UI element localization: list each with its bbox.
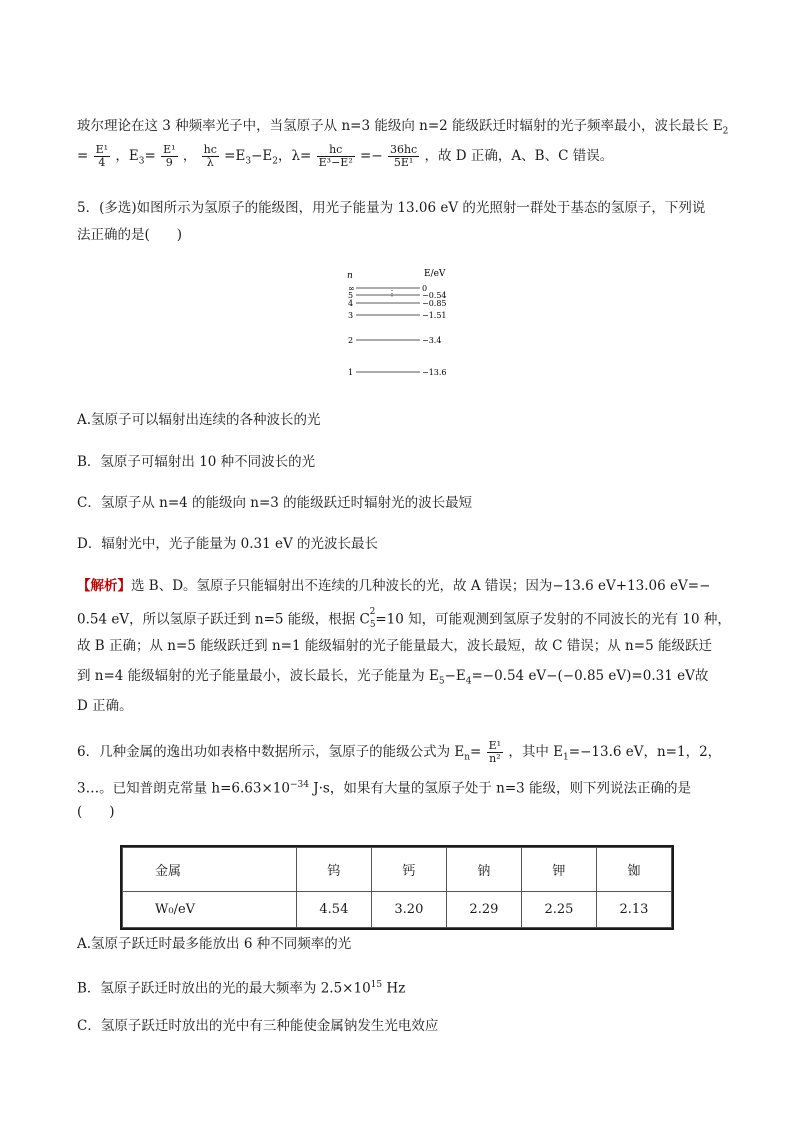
level-energy-label: −1.51 (422, 311, 447, 320)
level-n-label: 4 (348, 299, 354, 308)
question-6-blank: ( ) (77, 804, 115, 820)
q6-option-b: B．氢原子跃迁时放出的光的最大频率为 $2.5\times 10^{15}$ Hz (77, 980, 406, 997)
analysis-line: 0.54 eV，所以氢原子跃迁到 n=5 能级，根据 $C_5^2=10$ 知，可能观测到氢原子发射的不同波长的光有 10 种， (77, 607, 731, 631)
text-line: 玻尔理论在这 3 种频率光子中，当氢原子从 n=3 能级向 n=2 能级跃迁时辐射的光子频率最小，波长最长 $E_2$ (77, 118, 729, 137)
level-n-label: 3 (348, 311, 354, 320)
question-5-text-cont: 法正确的是( ) (77, 227, 183, 243)
option-b: B．氢原子可辐射出 10 种不同波长的光 (77, 454, 316, 470)
table-cell: 钙 (371, 848, 446, 892)
fraction: $\frac{36hc}{\text{5E¹}}$ (389, 143, 418, 169)
table-cell: 钨 (296, 848, 371, 892)
analysis-line: D 正确。 (77, 698, 133, 714)
table-row (123, 892, 672, 928)
level-energy-label: −0.85 (422, 299, 447, 308)
question-6-text: 6．几种金属的逸出功如表格中数据所示，氢原子的能级公式为 $E_n=$ $\frac{\text{E¹}}{\text{n²}}$ ，其中 $E_1=-13.6$ eV，n=1，2， (77, 739, 722, 765)
option-c: C．氢原子从 n=4 的能级向 n=3 的能级跃迁时辐射光的波长最短 (77, 495, 473, 511)
energy-level-diagram (330, 262, 470, 387)
fraction: $\frac{\text{E¹}}{\text{n²}}$ (488, 739, 502, 765)
q6-option-c: C．氢原子跃迁时放出的光中有三种能使金属钠发生光电效应 (77, 1018, 439, 1034)
table-header-row (123, 848, 672, 892)
option-d: D．辐射光中，光子能量为 0.31 eV 的光波长最长 (77, 536, 378, 552)
analysis-line: 故 B 正确；从 n=5 能级跃迁到 n=1 能级辐射的光子能量最大，波长最短，故 C 错误；从 n=5 能级跃迁 (77, 638, 712, 654)
continuum-dots: ⋮ (388, 289, 396, 298)
q6-option-a: A.氢原子跃迁时最多能放出 6 种不同频率的光 (77, 936, 352, 952)
question-6-text-cont: 3…。已知普朗克常量 $h=6.63\times 10^{-34}$ J·s，如果有大量的氢原子处于 n=3 能级，则下列说法正确的是 (77, 780, 692, 797)
formula-line: = $\frac{\text{E¹}}{4}$ ，$E_3=$ $\frac{\text{E¹}}{9}$ ， $\frac{hc}{\lambda}$ $=E_3-E_2$，λ= $\frac{hc}{\text{E³−E²}}$ =− $\frac{36hc}{\text{5E¹}}$ ，故 D 正确，A、B、C 错误。 (77, 143, 614, 169)
table-cell: W₀/eV (123, 892, 297, 928)
energy-level-svg (330, 262, 470, 387)
level-energy-label: 0 (422, 284, 428, 293)
level-n-label: 2 (348, 336, 354, 345)
fraction: $\frac{hc}{\text{E³−E²}}$ (318, 143, 353, 169)
table-cell: 钾 (521, 848, 596, 892)
fraction: $\frac{\text{E¹}}{4}$ (95, 143, 109, 169)
level-energy-label: −0.54 (422, 291, 447, 300)
table-cell: 2.25 (521, 892, 596, 928)
energy-axis-label: E/eV (424, 269, 446, 279)
fraction: $\frac{hc}{\lambda}$ (203, 143, 217, 169)
level-energy-label: −13.6 (422, 368, 447, 377)
analysis-tag: 【解析】 (77, 578, 131, 594)
analysis-line: 到 n=4 能级辐射的光子能量最小，波长最长，光子能量为 $E_5-E_4=-0.54$ eV−(−0.85 eV)=0.31 eV故 (77, 668, 709, 687)
question-5-text: 5．(多选)如图所示为氢原子的能级图，用光子能量为 13.06 eV 的光照射一群处于基态的氢原子，下列说 (77, 200, 706, 216)
option-a: A.氢原子可以辐射出连续的各种波长的光 (77, 412, 321, 428)
table-cell: 钠 (446, 848, 521, 892)
table-cell: 2.29 (446, 892, 521, 928)
table-cell: 2.13 (596, 892, 671, 928)
table-cell: 金属 (123, 848, 297, 892)
fraction: $\frac{\text{E¹}}{9}$ (163, 143, 176, 169)
table-cell: 铷 (596, 848, 671, 892)
n-axis-label: n (347, 271, 353, 281)
level-energy-label: −3.4 (422, 336, 442, 345)
level-n-label: 5 (348, 291, 354, 300)
level-n-label: 1 (348, 368, 354, 377)
work-function-table (120, 845, 674, 930)
table-cell: 3.20 (371, 892, 446, 928)
table-cell: 4.54 (296, 892, 371, 928)
analysis-line: 【解析】选 B、D。氢原子只能辐射出不连续的几种波长的光，故 A 错误；因为−13.6 eV+13.06 eV=− (77, 578, 711, 594)
level-n-label: ∞ (348, 284, 355, 293)
